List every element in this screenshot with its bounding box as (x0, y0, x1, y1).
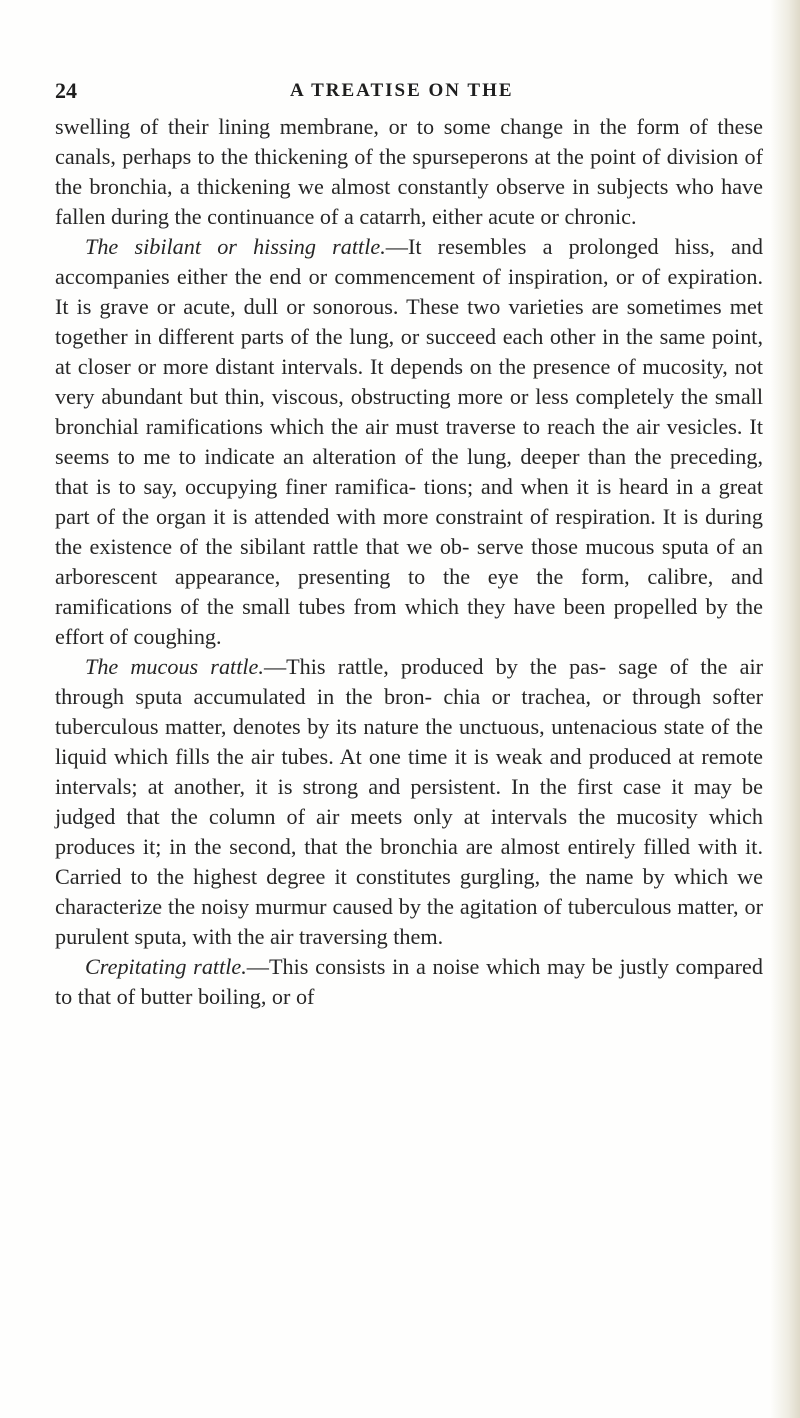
section-heading-sibilant: The sibilant or hissing rattle. (85, 234, 386, 259)
paragraph-sibilant-rattle (55, 232, 763, 652)
running-head (55, 78, 750, 108)
paragraph-crepitating-rattle (55, 952, 763, 1012)
section-heading-mucous: The mucous rattle. (85, 654, 264, 679)
header-title: A TREATISE ON THE (290, 80, 514, 101)
page-edge-shadow (770, 0, 800, 1418)
page-number: 24 (55, 78, 77, 103)
paragraph-text: —This rattle, produced by the pas- sage of the air through sputa accumulated in the bron- chia or trachea, or through softer tuberculous matter, denotes by its nature the unctuous, untenacious state of the liquid which fills the air tubes. At one time it is weak and produced at remote intervals; at another, it is strong and persistent. In the first case it may be judged that the column of air meets only at intervals the mucosity which produces it; in the second, that the bronchia are almost entirely filled with it. Carried to the highest degree it constitutes gurgling, the name by which we characterize the noisy murmur caused by the agitation of tuberculous matter, or purulent sputa, with the air traversing them. (55, 654, 764, 949)
paragraph-continuation (55, 112, 763, 232)
body-text (55, 112, 763, 1012)
paragraph-text: —This consists in a noise which may be justly compared to that of butter boiling, or of (55, 954, 763, 1009)
paragraph-mucous-rattle (55, 652, 763, 952)
section-heading-crepitating: Crepitating rattle. (85, 954, 247, 979)
paragraph-text: —It resembles a prolonged hiss, and accompanies either the end or commencement of inspiration, or of expiration. It is grave or acute, dull or sonorous. These two varieties are sometimes met together in different parts of the lung, or succeed each other in the same point, at closer or more distant intervals. It depends on the presence of mucosity, not very abundant but thin, viscous, obstructing more or less completely the small bronchial ramifications which the air must traverse to reach the air vesicles. It seems to me to indicate an alteration of the lung, deeper than the preceding, that is to say, occupying finer ramifica- tions; and when it is heard in a great part of the organ it is attended with more constraint of respiration. It is during the existence of the sibilant rattle that we ob- serve those mucous sputa of an arborescent appearance, presenting to the eye the form, calibre, and ramifications of the small tubes from which they have been propelled by the effort of coughing. (55, 234, 763, 649)
paragraph-text: swelling of their lining membrane, or to some change in the form of these canals, perhaps to the thickening of the spurseperons at the point of division of the bronchia, a thickening we almost constantly observe in subjects who have fallen during the continuance of a catarrh, either acute or chronic. (55, 114, 763, 229)
